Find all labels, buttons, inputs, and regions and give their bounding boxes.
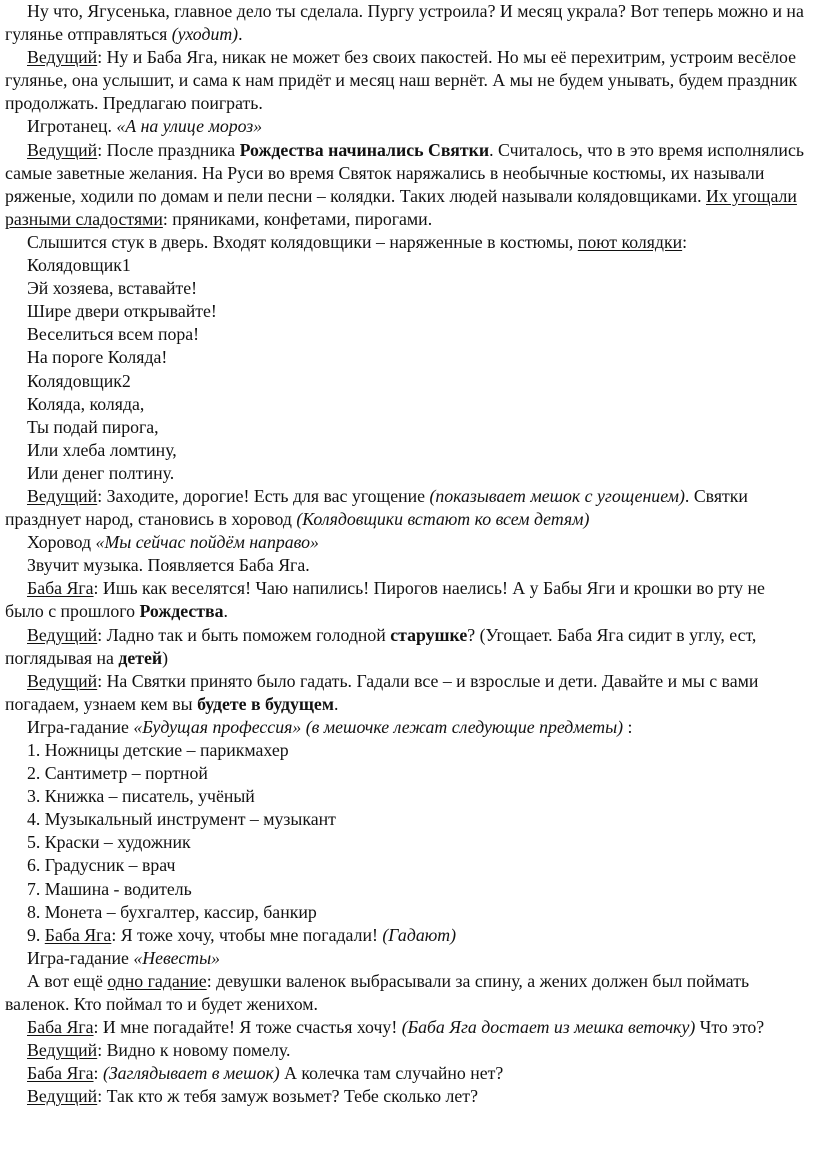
text-run: :: [682, 231, 688, 252]
text-run: ): [162, 647, 169, 668]
text-run: .: [333, 693, 339, 714]
text-run: Колядовщик2: [27, 370, 131, 391]
underlined-text: Ведущий: [27, 670, 98, 691]
paragraph: [5, 277, 808, 300]
text-run: .: [238, 24, 243, 45]
paragraph: [5, 878, 808, 901]
paragraph: [5, 739, 808, 762]
text-run: 1. Ножницы детские – парикмахер: [27, 740, 289, 760]
paragraph: [5, 670, 808, 716]
italic-text: «Будущая профессия» (в мешочке лежат следующие предметы): [133, 716, 624, 737]
paragraph: [5, 785, 808, 808]
text-run: Игра-гадание: [27, 716, 134, 737]
text-run: : И мне погадайте! Я тоже счастья хочу!: [93, 1017, 402, 1038]
text-run: ? (Угощает. Баба Яга сидит в углу, ест, поглядывая на: [5, 624, 757, 668]
text-run: : Ишь как веселятся! Чаю напились! Пирогов наелись! А у Бабы Яги и крошки во рту не было с прошлого: [5, 578, 765, 622]
paragraph: [5, 854, 808, 877]
underlined-text: Ведущий: [27, 139, 98, 160]
paragraph: [5, 947, 808, 970]
paragraph: [5, 115, 808, 138]
paragraph: [5, 624, 808, 670]
underlined-text: одно гадание: [107, 970, 207, 991]
text-run: : После праздника: [97, 139, 240, 160]
italic-text: (Баба Яга достает из мешка веточку): [401, 1017, 696, 1038]
text-run: Что это?: [695, 1017, 765, 1038]
underlined-text: Баба Яга: [27, 1063, 94, 1084]
italic-text: (уходит): [171, 24, 239, 45]
text-run: Веселиться всем пора!: [27, 324, 200, 345]
text-run: Колядовщик1: [27, 255, 131, 276]
paragraph: [5, 1085, 808, 1108]
paragraph: [5, 393, 808, 416]
paragraph: [5, 416, 808, 439]
underlined-text: поют колядки: [577, 231, 683, 252]
paragraph: [5, 300, 808, 323]
text-run: Шире двери открывайте!: [27, 301, 217, 322]
paragraph: [5, 231, 808, 254]
italic-text: (показывает мешок с угощением): [429, 485, 685, 506]
paragraph: [5, 370, 808, 393]
text-run: Коляда, коляда,: [27, 393, 145, 414]
underlined-text: Ведущий: [27, 1086, 98, 1107]
paragraph: [5, 46, 808, 115]
text-run: Или денег полтину.: [27, 462, 175, 483]
text-run: Ну что, Ягусенька, главное дело ты сделала. Пургу устроила? И месяц украла? Вот теперь можно и на гулянье отправляться: [5, 1, 804, 45]
text-run: А колечка там случайно нет?: [279, 1063, 504, 1084]
italic-text: «Мы сейчас пойдём направо»: [95, 532, 319, 553]
text-run: 7. Машина - водитель: [27, 878, 192, 899]
underlined-text: Ведущий: [27, 47, 98, 68]
text-run: А вот ещё: [27, 970, 108, 991]
text-run: . Святки празднует народ, становись в хоровод: [5, 485, 748, 530]
text-run: 9.: [27, 924, 45, 945]
underlined-text: Ведущий: [27, 624, 98, 645]
text-run: 4. Музыкальный инструмент – музыкант: [27, 809, 336, 830]
bold-text: будете в будущем: [197, 693, 334, 714]
paragraph: [5, 577, 808, 623]
paragraph: [5, 439, 808, 462]
text-run: Слышится стук в дверь. Входят колядовщики – наряженные в костюмы,: [27, 231, 578, 252]
paragraph: [5, 1016, 808, 1039]
bold-text: старушке: [390, 624, 468, 645]
paragraph: [5, 139, 808, 231]
text-run: : На Святки принято было гадать. Гадали все – и взрослые и дети. Давайте и мы с вами погадаем, узнаем кем вы: [5, 670, 759, 714]
underlined-text: Ведущий: [27, 1040, 98, 1061]
underlined-text: Ведущий: [27, 485, 98, 506]
text-run: : Ладно так и быть поможем голодной: [97, 624, 391, 645]
text-run: :: [93, 1063, 103, 1084]
italic-text: (Колядовщики встают ко всем детям): [296, 509, 590, 530]
text-run: . Считалось, что в это время исполнялись самые заветные желания. На Руси во время Святок наряжались в необычные костюмы, их называли ряженые, ходили по домам и пели песни – колядки. Таких людей называли колядовщиками.: [5, 139, 804, 206]
paragraph: [5, 924, 808, 947]
text-run: : Ну и Баба Яга, никак не может без своих пакостей. Но мы её перехитрим, устроим весёлое гулянье, она услышит, и сама к нам придёт и месяц наш вернёт. А мы не будем унывать, будем праздник продолжать. Предлагаю поиграть.: [5, 47, 798, 114]
text-run: 3. Книжка – писатель, учёный: [27, 786, 255, 807]
paragraph: [5, 1062, 808, 1085]
text-run: : пряниками, конфетами, пирогами.: [162, 208, 433, 229]
text-run: Хоровод: [27, 532, 96, 553]
bold-text: детей: [118, 647, 163, 668]
text-run: На пороге Коляда!: [27, 347, 168, 368]
paragraph: [5, 323, 808, 346]
paragraph: [5, 762, 808, 785]
paragraph: [5, 462, 808, 485]
paragraph: [5, 554, 808, 577]
paragraph: [5, 531, 808, 554]
text-run: Эй хозяева, вставайте!: [27, 278, 198, 299]
underlined-text: Баба Яга: [27, 578, 94, 599]
text-run: Ты подай пирога,: [27, 416, 159, 437]
underlined-text: Их угощали разными сладостями: [5, 185, 797, 229]
document-body: [5, 0, 808, 1109]
text-run: 8. Монета – бухгалтер, кассир, банкир: [27, 901, 317, 922]
italic-text: (Гадают): [382, 924, 457, 945]
paragraph: [5, 901, 808, 924]
text-run: Звучит музыка. Появляется Баба Яга.: [27, 555, 310, 576]
bold-text: Рождества начинались Святки: [239, 139, 490, 160]
bold-text: Рождества: [139, 601, 224, 622]
text-run: :: [623, 716, 633, 737]
paragraph: [5, 1039, 808, 1062]
italic-text: «А на улице мороз»: [116, 116, 263, 137]
underlined-text: Баба Яга: [27, 1017, 94, 1038]
text-run: .: [223, 601, 228, 622]
text-run: : Заходите, дорогие! Есть для вас угощение: [97, 485, 430, 506]
text-run: Игротанец.: [27, 116, 117, 137]
text-run: 6. Градусник – врач: [27, 855, 176, 876]
italic-text: «Невесты»: [133, 947, 221, 968]
paragraph: [5, 831, 808, 854]
paragraph: [5, 970, 808, 1016]
paragraph: [5, 716, 808, 739]
paragraph: [5, 254, 808, 277]
text-run: : Так кто ж тебя замуж возьмет? Тебе сколько лет?: [97, 1086, 478, 1107]
paragraph: [5, 346, 808, 369]
italic-text: (Заглядывает в мешок): [102, 1063, 280, 1084]
text-run: : девушки валенок выбрасывали за спину, а жених должен был поймать валенок. Кто поймал то и будет женихом.: [5, 970, 750, 1015]
text-run: : Я тоже хочу, чтобы мне погадали!: [111, 924, 383, 945]
text-run: 5. Краски – художник: [27, 832, 191, 853]
paragraph: [5, 808, 808, 831]
text-run: 2. Сантиметр – портной: [27, 763, 208, 784]
text-run: Или хлеба ломтину,: [27, 439, 177, 460]
underlined-text: Баба Яга: [44, 924, 112, 945]
text-run: Игра-гадание: [27, 947, 134, 968]
paragraph: [5, 485, 808, 531]
paragraph: [5, 0, 808, 46]
text-run: : Видно к новому помелу.: [97, 1040, 291, 1061]
